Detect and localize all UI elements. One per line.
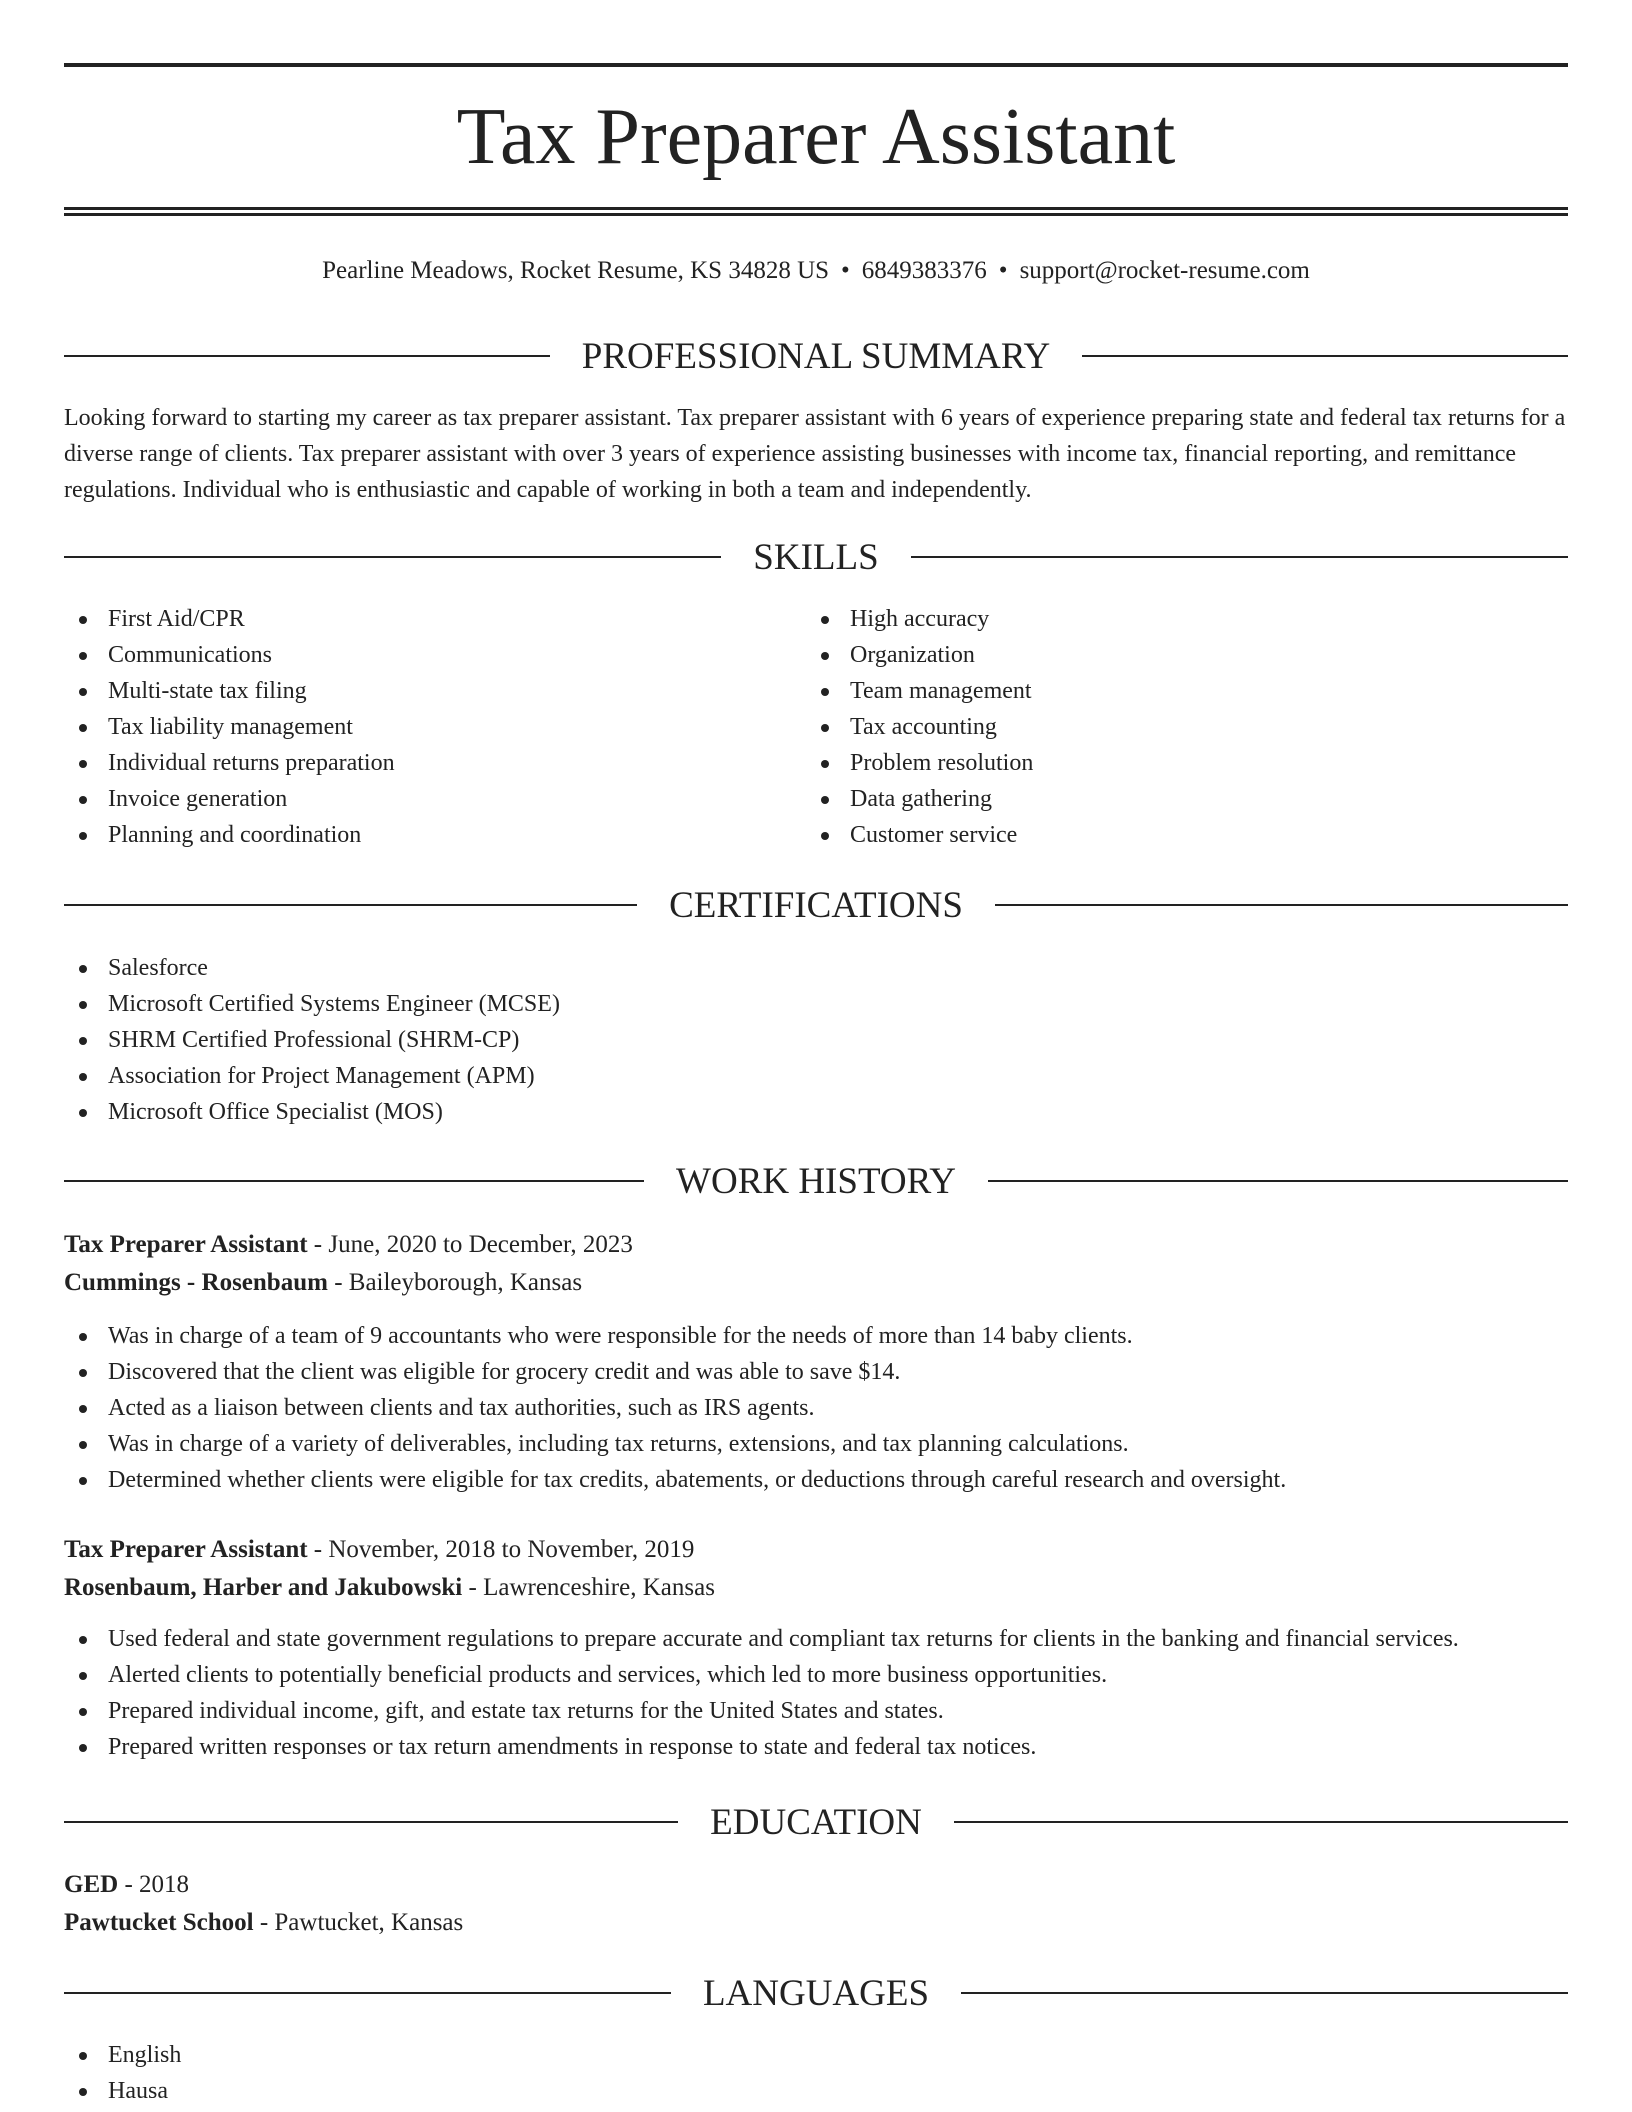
- list-item: Tax accounting: [806, 709, 1548, 745]
- skills-column-left: [64, 601, 806, 853]
- contact-address: Pearline Meadows, Rocket Resume, KS 34828 US: [322, 257, 830, 284]
- section-title-work-history: WORK HISTORY: [676, 1160, 956, 1202]
- list-item: Data gathering: [806, 781, 1548, 817]
- list-item: Association for Project Management (APM): [64, 1058, 1568, 1094]
- list-item: Prepared individual income, gift, and estate tax returns for the United States and states.: [64, 1693, 1568, 1729]
- section-header-education: [64, 1802, 1568, 1842]
- section-title-languages: LANGUAGES: [702, 1972, 930, 2014]
- job-dates: - June, 2020 to December, 2023: [307, 1231, 633, 1258]
- job-entry: [64, 1226, 1568, 1498]
- job-company: Cummings - Rosenbaum: [64, 1269, 328, 1296]
- section-title-skills: SKILLS: [753, 536, 879, 578]
- page-title: Tax Preparer Assistant: [456, 93, 1176, 181]
- list-item: Organization: [806, 637, 1548, 673]
- section-title-summary: PROFESSIONAL SUMMARY: [581, 335, 1051, 377]
- list-item: Microsoft Certified Systems Engineer (MCSE): [64, 986, 1568, 1022]
- heading-rule: [1082, 355, 1568, 357]
- contact-line: [64, 258, 1568, 283]
- job-company-line: [64, 1569, 1568, 1607]
- education-year: - 2018: [118, 1871, 190, 1898]
- heading-rule: [911, 556, 1568, 558]
- job-dates: - November, 2018 to November, 2019: [307, 1536, 695, 1563]
- heading-rule: [988, 1180, 1568, 1182]
- section-title-certifications: CERTIFICATIONS: [669, 884, 963, 926]
- list-item: Salesforce: [64, 950, 1568, 986]
- languages-list: [64, 2037, 1568, 2109]
- job-entry: [64, 1531, 1568, 1765]
- list-item: Individual returns preparation: [64, 745, 806, 781]
- heading-rule: [64, 904, 637, 906]
- list-item: English: [64, 2037, 1568, 2073]
- list-item: Discovered that the client was eligible for grocery credit and was able to save $14.: [64, 1354, 1568, 1390]
- top-rule: [64, 63, 1568, 67]
- section-header-skills: [64, 537, 1568, 577]
- list-item: Tax liability management: [64, 709, 806, 745]
- heading-rule: [995, 904, 1568, 906]
- list-item: Prepared written responses or tax return amendments in response to state and federal tax notices.: [64, 1729, 1568, 1765]
- education-school-line: [64, 1904, 1568, 1942]
- job-company-line: [64, 1264, 1568, 1302]
- heading-rule: [64, 556, 721, 558]
- list-item: Used federal and state government regulations to prepare accurate and compliant tax returns for clients in the banking and financial services.: [64, 1621, 1568, 1657]
- heading-rule: [64, 1180, 644, 1182]
- contact-separator: •: [998, 257, 1008, 284]
- list-item: Acted as a liaison between clients and tax authorities, such as IRS agents.: [64, 1390, 1568, 1426]
- heading-rule: [954, 1821, 1568, 1823]
- heading-rule: [64, 1992, 671, 1994]
- contact-separator: •: [841, 257, 850, 284]
- job-title-line: [64, 1531, 1568, 1569]
- skills-list: [64, 601, 1568, 853]
- job-location: - Baileyborough, Kansas: [327, 1269, 583, 1296]
- skills-column-right: [806, 601, 1548, 853]
- section-header-work-history: [64, 1161, 1568, 1201]
- list-item: Determined whether clients were eligible for tax credits, abatements, or deductions through careful research and oversight.: [64, 1462, 1568, 1498]
- education-entry: [64, 1866, 1568, 1942]
- list-item: Was in charge of a team of 9 accountants who were responsible for the needs of more than 14 baby clients.: [64, 1318, 1568, 1354]
- list-item: First Aid/CPR: [64, 601, 806, 637]
- job-title: Tax Preparer Assistant: [64, 1536, 308, 1563]
- section-header-certifications: [64, 885, 1568, 925]
- list-item: Planning and coordination: [64, 817, 806, 853]
- education-location: - Pawtucket, Kansas: [253, 1909, 464, 1936]
- job-location: - Lawrenceshire, Kansas: [462, 1574, 715, 1601]
- summary-text: Looking forward to starting my career as tax preparer assistant. Tax preparer assistant with 6 years of experience preparing state and federal tax returns for a diverse range of clients. Tax preparer assistant with over 3 years of experience assisting businesses with income tax, financial reporting, and remittance regulations. Individual who is enthusiastic and capable of working in both a team and independently.: [64, 405, 1566, 503]
- list-item: Was in charge of a variety of deliverables, including tax returns, extensions, and tax planning calculations.: [64, 1426, 1568, 1462]
- job-duties-list: [64, 1621, 1568, 1765]
- education-degree-line: [64, 1866, 1568, 1904]
- list-item: High accuracy: [806, 601, 1548, 637]
- education-school: Pawtucket School: [64, 1909, 254, 1936]
- list-item: SHRM Certified Professional (SHRM-CP): [64, 1022, 1568, 1058]
- list-item: Hausa: [64, 2073, 1568, 2109]
- contact-email: support@rocket-resume.com: [1019, 257, 1310, 284]
- contact-phone: 6849383376: [861, 257, 987, 284]
- list-item: Team management: [806, 673, 1548, 709]
- section-header-summary: [64, 336, 1568, 376]
- job-duties-list: [64, 1318, 1568, 1498]
- heading-rule: [64, 1821, 678, 1823]
- section-header-languages: [64, 1973, 1568, 2013]
- job-company: Rosenbaum, Harber and Jakubowski: [64, 1574, 463, 1601]
- list-item: Problem resolution: [806, 745, 1548, 781]
- list-item: Customer service: [806, 817, 1548, 853]
- section-title-education: EDUCATION: [710, 1801, 922, 1843]
- education-degree: GED: [64, 1871, 119, 1898]
- list-item: Communications: [64, 637, 806, 673]
- certifications-list: [64, 950, 1568, 1130]
- heading-rule: [961, 1992, 1568, 1994]
- list-item: Invoice generation: [64, 781, 806, 817]
- list-item: Alerted clients to potentially beneficial products and services, which led to more business opportunities.: [64, 1657, 1568, 1693]
- job-title-line: [64, 1226, 1568, 1264]
- heading-rule: [64, 355, 550, 357]
- list-item: Multi-state tax filing: [64, 673, 806, 709]
- job-title: Tax Preparer Assistant: [64, 1231, 308, 1258]
- list-item: Microsoft Office Specialist (MOS): [64, 1094, 1568, 1130]
- title-double-rule: [64, 207, 1568, 216]
